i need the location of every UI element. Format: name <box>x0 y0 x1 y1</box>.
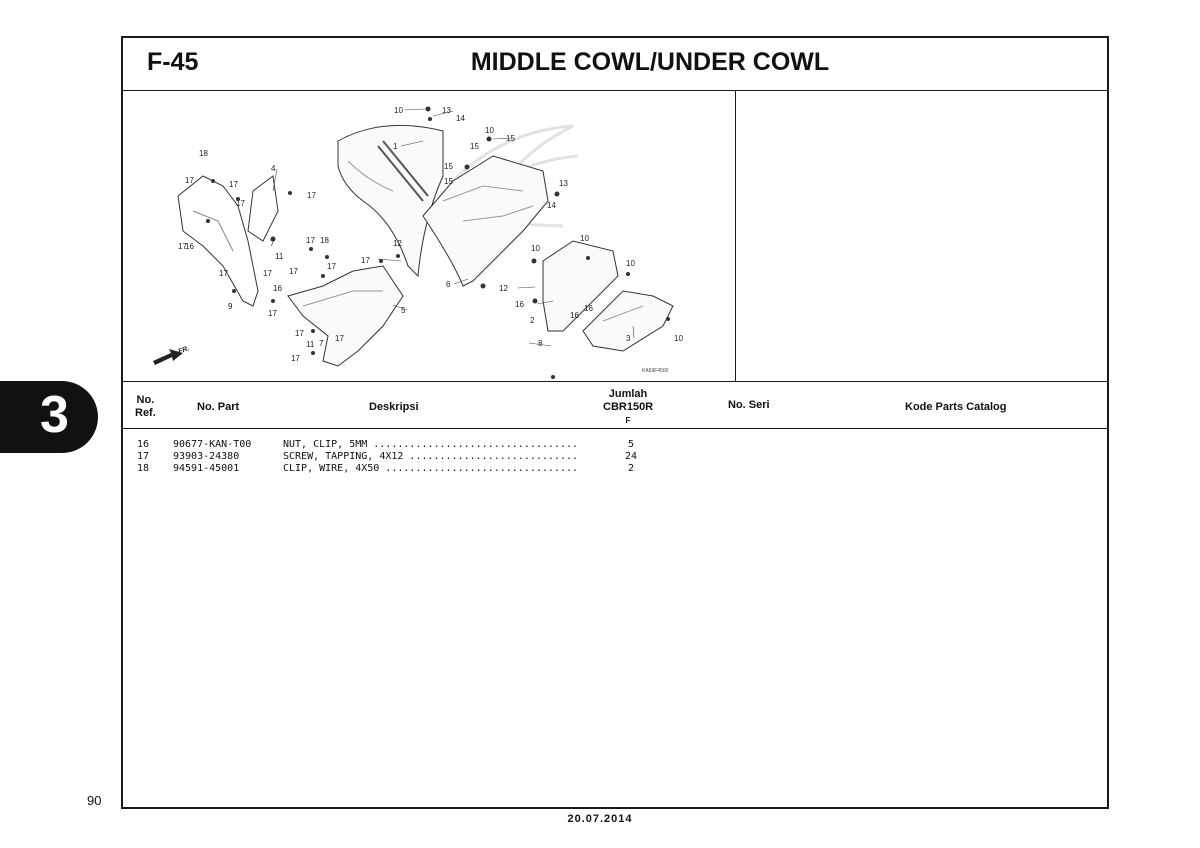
page-header <box>123 38 1107 91</box>
svg-text:17: 17 <box>219 269 228 278</box>
blank-panel <box>736 91 1107 381</box>
section-code: F-45 <box>147 48 199 76</box>
catalog-page-frame <box>121 36 1109 809</box>
svg-text:16: 16 <box>185 242 194 251</box>
svg-text:16: 16 <box>570 311 579 320</box>
parts-table-body <box>123 439 1107 475</box>
table-row <box>123 451 1107 463</box>
svg-text:17: 17 <box>178 242 187 251</box>
svg-text:17: 17 <box>361 256 370 265</box>
svg-text:17: 17 <box>335 334 344 343</box>
svg-text:17: 17 <box>268 309 277 318</box>
header-serial: No. Seri <box>728 399 770 411</box>
table-row <box>123 439 1107 451</box>
page-title: MIDDLE COWL/UNDER COWL <box>470 48 830 76</box>
svg-text:15: 15 <box>470 142 479 151</box>
left-inner-panel <box>178 176 278 306</box>
header-ref-line2: Ref. <box>135 407 156 419</box>
exploded-parts-diagram <box>123 91 736 381</box>
under-cowl-part <box>543 241 673 351</box>
parts-drawing <box>123 91 735 381</box>
svg-text:15: 15 <box>444 177 453 186</box>
svg-text:17: 17 <box>327 262 336 271</box>
header-quantity-line3: F <box>625 416 631 425</box>
front-direction-arrow <box>153 345 190 365</box>
row-description: NUT, CLIP, 5MM .................................. <box>283 439 579 450</box>
svg-text:14: 14 <box>547 201 556 210</box>
chapter-tab <box>0 381 98 453</box>
illustration-code: KA59F4500 <box>642 368 669 374</box>
header-quantity-line1: Jumlah <box>608 388 648 400</box>
svg-text:11: 11 <box>306 340 315 349</box>
row-part-number: 90677-KAN-T00 <box>173 439 252 450</box>
svg-text:6: 6 <box>446 280 451 289</box>
svg-text:17: 17 <box>236 199 245 208</box>
svg-text:17: 17 <box>289 267 298 276</box>
header-description: Deskripsi <box>369 401 419 413</box>
row-part-number: 94591-45001 <box>173 463 240 474</box>
svg-text:2: 2 <box>530 316 535 325</box>
svg-text:17: 17 <box>185 176 194 185</box>
svg-text:12: 12 <box>499 284 508 293</box>
svg-text:15: 15 <box>506 134 515 143</box>
row-quantity: 2 <box>628 463 635 474</box>
svg-text:7: 7 <box>270 239 275 248</box>
svg-text:12: 12 <box>393 239 402 248</box>
svg-text:14: 14 <box>456 114 465 123</box>
svg-text:11: 11 <box>275 252 284 261</box>
svg-text:17: 17 <box>229 180 238 189</box>
svg-text:1: 1 <box>393 142 398 151</box>
svg-text:7: 7 <box>319 339 324 348</box>
svg-text:10: 10 <box>485 126 494 135</box>
svg-text:10: 10 <box>580 234 589 243</box>
svg-text:17: 17 <box>307 191 316 200</box>
svg-text:10: 10 <box>394 106 403 115</box>
svg-text:13: 13 <box>442 106 451 115</box>
svg-text:17: 17 <box>295 329 304 338</box>
row-ref: 17 <box>137 451 150 462</box>
row-quantity: 24 <box>625 451 638 462</box>
svg-text:10: 10 <box>531 244 540 253</box>
svg-text:9: 9 <box>228 302 233 311</box>
header-ref-line1: No. <box>136 394 155 406</box>
header-quantity-line2: CBR150R <box>603 401 654 413</box>
middle-cowl-part <box>338 125 443 276</box>
header-ref <box>135 394 156 420</box>
svg-text:4: 4 <box>271 164 276 173</box>
header-part-number: No. Part <box>197 401 240 413</box>
svg-text:8: 8 <box>538 339 543 348</box>
svg-text:3: 3 <box>626 334 631 343</box>
svg-text:17: 17 <box>291 354 300 363</box>
table-header <box>123 381 1107 429</box>
header-catalog: Kode Parts Catalog <box>905 401 1007 413</box>
row-quantity: 5 <box>628 439 635 450</box>
svg-text:18: 18 <box>320 236 329 245</box>
lower-left-cowl-part <box>288 266 403 366</box>
row-description: CLIP, WIRE, 4X50 ................................ <box>283 463 579 474</box>
svg-text:16: 16 <box>515 300 524 309</box>
table-row <box>123 463 1107 475</box>
page-number: 90 <box>87 793 102 808</box>
header-quantity <box>603 388 653 427</box>
svg-text:17: 17 <box>263 269 272 278</box>
row-ref: 18 <box>137 463 150 474</box>
direction-label: FR. <box>177 345 191 356</box>
row-part-number: 93903-24380 <box>173 451 240 462</box>
svg-text:10: 10 <box>674 334 683 343</box>
svg-text:5: 5 <box>401 306 406 315</box>
svg-text:15: 15 <box>444 162 453 171</box>
row-ref: 16 <box>137 439 150 450</box>
svg-text:18: 18 <box>199 149 208 158</box>
svg-text:16: 16 <box>584 304 593 313</box>
publication-date: 20.07.2014 <box>567 813 633 825</box>
row-description: SCREW, TAPPING, 4X12 ............................ <box>283 451 579 462</box>
chapter-number: 3 <box>40 386 69 444</box>
svg-text:13: 13 <box>559 179 568 188</box>
svg-text:16: 16 <box>273 284 282 293</box>
svg-text:10: 10 <box>626 259 635 268</box>
svg-text:17: 17 <box>306 236 315 245</box>
